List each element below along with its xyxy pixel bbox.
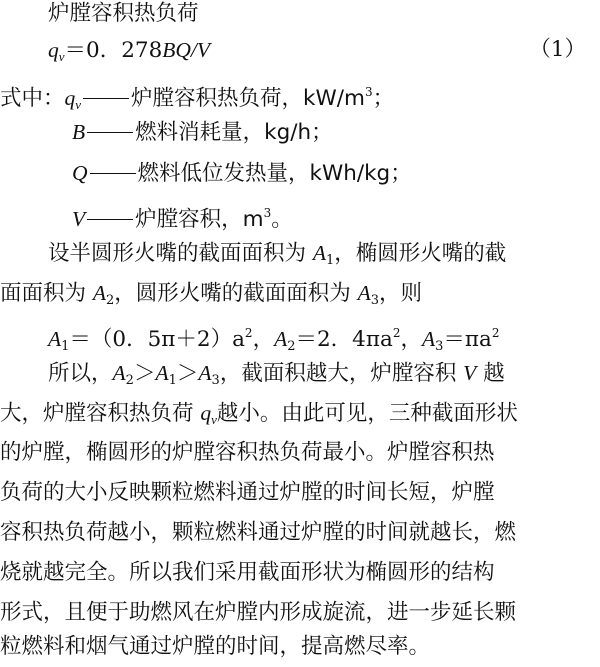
paragraph2-line5: 容积热负荷越小，颗粒燃料通过炉膛的时间就越长，燃 xyxy=(0,520,517,545)
paragraph2-line7: 形式，且便于助燃风在炉膛内形成旋流，进一步延长颗 xyxy=(0,600,517,625)
where-b: B 燃料消耗量，kg/h； xyxy=(72,120,333,145)
where-prefix: 式中： xyxy=(0,86,65,111)
paragraph1-line2: 面面积为 A2，圆形火嘴的截面面积为 A3，则 xyxy=(0,281,423,308)
paragraph2-line4: 负荷的大小反映颗粒燃料通过炉膛的时间长短，炉膛 xyxy=(0,480,495,505)
formula-constant: ＝0．278 xyxy=(64,38,163,63)
paragraph2-line6: 烧就越完全。所以我们采用截面形状为椭圆形的结构 xyxy=(0,560,495,585)
equation-number: （1） xyxy=(529,37,586,62)
where-q: Q 燃料低位发热量，kWh/kg； xyxy=(72,161,412,186)
em-dash xyxy=(83,98,129,99)
section-heading: 炉膛容积热负荷 xyxy=(48,1,199,26)
formula-rhs: BQ/V xyxy=(162,38,211,62)
em-dash xyxy=(87,219,133,220)
paragraph2-line2: 大，炉膛容积热负荷 $q_v$越小。由此可见，三种截面形状 xyxy=(0,401,518,427)
where-v: V 炉膛容积，$m^3$。 xyxy=(72,206,293,232)
paragraph2-line1: 所以，A2＞A1＞A3，截面积越大，炉膛容积 V 越 xyxy=(48,361,505,388)
em-dash xyxy=(90,173,136,174)
area-formulas: A1＝（0．$5\pi+2)a^2$，A2＝2．$4\pi a^2$，$A3=\pi a^2$ xyxy=(48,326,500,354)
formula-line: $q_v=0$．278BQ/V （1） xyxy=(48,30,600,77)
where-qv: 式中：$q_v$ 炉膛容积热负荷，$kW/m^3$； xyxy=(0,85,395,112)
paragraph2-line8: 粒燃料和烟气通过炉膛的时间，提高燃尽率。 xyxy=(0,634,431,659)
paragraph2-line3: 的炉膛，椭圆形的炉膛容积热负荷最小。炉膛容积热 xyxy=(0,440,495,465)
em-dash xyxy=(87,132,133,133)
paragraph1-line1: 设半圆形火嘴的截面面积为 A1，椭圆形火嘴的截 xyxy=(48,241,507,268)
formula-lhs: q xyxy=(48,38,59,62)
